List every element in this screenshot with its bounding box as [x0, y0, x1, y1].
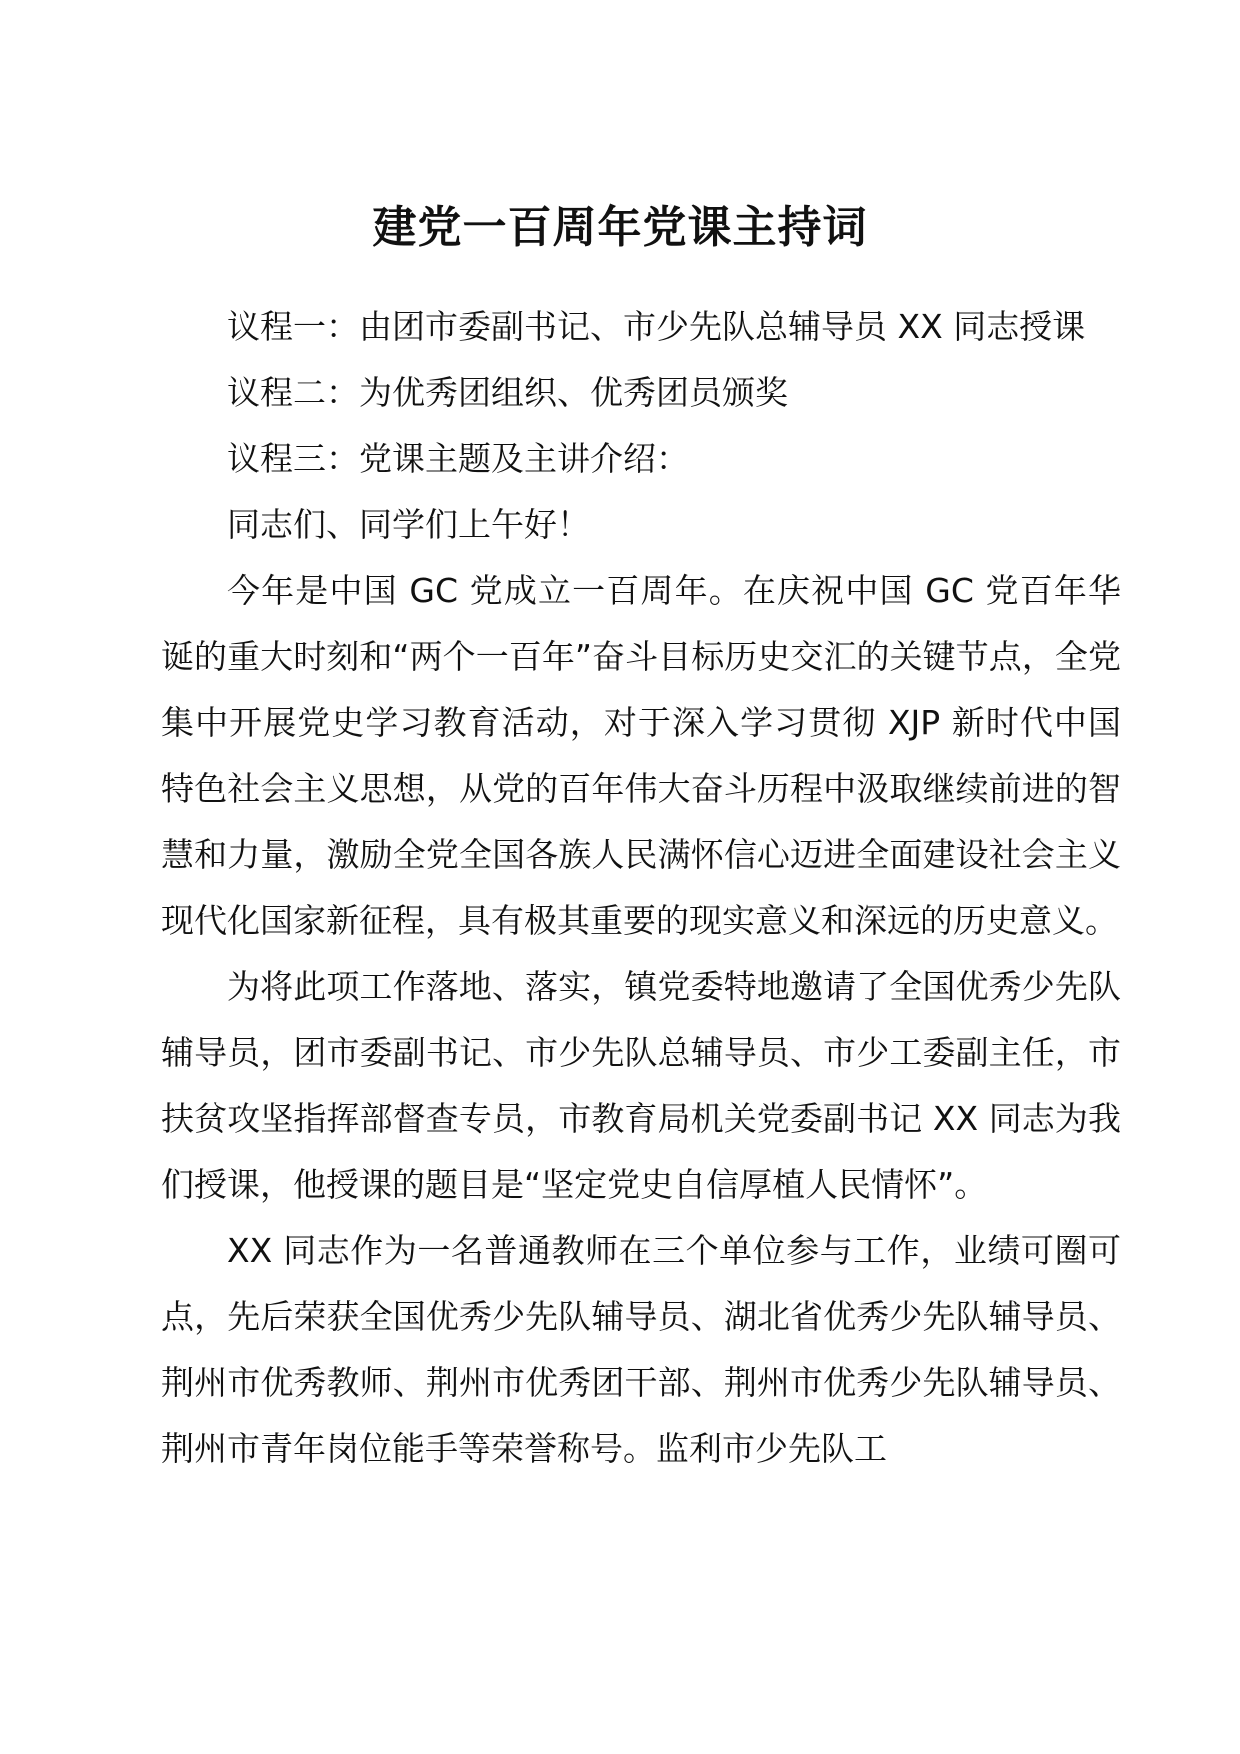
agenda-item-1: 议程一：由团市委副书记、市少先队总辅导员 XX 同志授课 — [227, 307, 1086, 346]
paragraph-3: XX 同志作为一名普通教师在三个单位参与工作，业绩可圈可点，先后荣获全国优秀少先队辅导员、湖北省优秀少先队辅导员、荆州市优秀教师、荆州市优秀团干部、荆州市优秀少先队辅导员、荆州市青年岗位能手等荣誉称号。监利市少先队工 — [161, 1231, 1121, 1468]
document-body — [161, 294, 1121, 1482]
greeting-line: 同志们、同学们上午好！ — [227, 505, 590, 544]
agenda-list — [161, 294, 1121, 492]
paragraph-1: 今年是中国 GC 党成立一百周年。在庆祝中国 GC 党百年华诞的重大时刻和“两个一百年”奋斗目标历史交汇的关键节点，全党集中开展党史学习教育活动，对于深入学习贯彻 XJP 新时代中国特色社会主义思想，从党的百年伟大奋斗历程中汲取继续前进的智慧和力量，激励全党全国各族人民满怀信心迈进全面建设社会主义现代化国家新征程，具有极其重要的现实意义和深远的历史意义。 — [161, 571, 1122, 940]
agenda-item-3: 议程三：党课主题及主讲介绍： — [227, 439, 689, 478]
document-title: 建党一百周年党课主持词 — [372, 202, 868, 253]
paragraph-2: 为将此项工作落地、落实，镇党委特地邀请了全国优秀少先队辅导员，团市委副书记、市少先队总辅导员、市少工委副主任，市扶贫攻坚指挥部督查专员，市教育局机关党委副书记 XX 同志为我们授课，他授课的题目是“坚定党史自信厚植人民情怀”。 — [161, 967, 1121, 1204]
agenda-item-2: 议程二：为优秀团组织、优秀团员颁奖 — [227, 373, 788, 412]
